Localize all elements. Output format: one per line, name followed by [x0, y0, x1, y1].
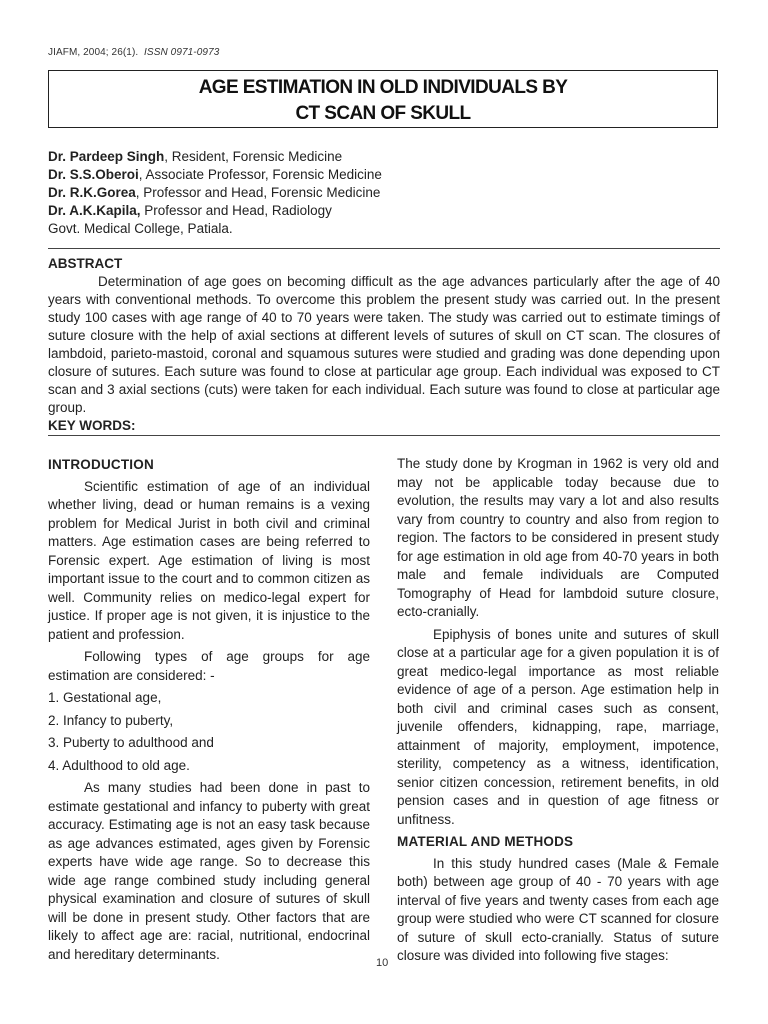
affiliation: Govt. Medical College, Patiala. [48, 221, 233, 236]
author-name: Dr. Pardeep Singh [48, 149, 165, 164]
author-name: Dr. S.S.Oberoi [48, 167, 139, 182]
author-role: , Professor and Head, Forensic Medicine [135, 185, 381, 200]
intro-paragraph-3: As many studies had been done in past to estimate gestational and infancy to puberty with great accuracy. Estimating age is not an easy task because as age advances estimated, ages given by Forensic experts have wide age range. So to decrease this wide age range combined study including general physical examination and closure of sutures of skull will be done in present study. Other factors that are likely to affect age are: racial, nutritional, endocrinal and hereditary determinants. [48, 780, 370, 962]
author-role: , Resident, Forensic Medicine [164, 149, 343, 164]
author-name: Dr. A.K.Kapila, [48, 203, 141, 218]
author-entry [48, 184, 382, 202]
author-name: Dr. R.K.Gorea [48, 185, 136, 200]
keywords-label: KEY WORDS: [48, 418, 136, 433]
author-entry [48, 148, 382, 166]
list-item: 4. Adulthood to old age. [48, 757, 190, 773]
author-role: Professor and Head, Radiology [140, 203, 332, 218]
title-box [48, 70, 718, 128]
right-column [397, 455, 719, 970]
list-item: 2. Infancy to puberty, [48, 712, 174, 728]
author-list [48, 148, 382, 238]
journal-reference: JIAFM, 2004; 26(1). [48, 47, 139, 58]
abstract-heading: ABSTRACT [48, 256, 123, 271]
author-role: , Associate Professor, Forensic Medicine [138, 167, 382, 182]
journal-citation [48, 47, 219, 58]
list-item: 3. Puberty to adulthood and [48, 735, 214, 750]
list-item: 1. Gestational age, [48, 690, 162, 705]
intro-paragraph-2: Following types of age groups for age estimation are considered: - [48, 649, 370, 683]
abstract-section [48, 255, 720, 435]
divider-bottom [48, 435, 720, 436]
methods-heading: MATERIAL AND METHODS [397, 834, 574, 849]
intro-paragraph-1: Scientific estimation of age of an individual whether living, dead or human remains is a vexing problem for Medical Jurist in both civil and criminal matters. Age estimation cases are being referred to Forensic expert. Age estimation of living is most important issue to the court and to common citizen as well. Community relies on medico-legal expert for justice. If proper age is not given, it is injustice to the patient and profession. [48, 478, 370, 642]
title-line-2: CT SCAN OF SKULL [295, 103, 471, 124]
title-line-1: AGE ESTIMATION IN OLD INDIVIDUALS BY [198, 77, 568, 98]
right-paragraph-2: Epiphysis of bones unite and sutures of skull close at a particular age for a given population it is of great medico-legal importance as most reliable evidence of age of a person. Age estimation help in both civil and criminal cases such as consent, juvenile offenders, kidnapping, rape, marriage, attainment of majority, employment, impotence, sterility, competency as a witness, identification, senior citizen concession, retirement benefits, in old pension cases and in question of age fitness or unfitness. [397, 626, 719, 827]
author-entry [48, 202, 382, 220]
right-paragraph-1: The study done by Krogman in 1962 is very old and may not be applicable today because due to evolution, the results may vary a lot and also results vary from country to country and also from region to region. The factors to be considered in present study for age estimation in old age from 40-70 years in both male and female individuals are Computed Tomography of Head for lambdoid suture closure, ecto-cranially. [397, 456, 719, 619]
author-entry [48, 166, 382, 184]
journal-issn: ISSN 0971-0973 [144, 47, 220, 58]
page-number: 10 [376, 957, 389, 969]
abstract-text: Determination of age goes on becoming difficult as the age advances particularly after the age of 40 years with conventional methods. To overcome this problem the present study was carried out. In the present study 100 cases with age range of 40 to 70 years were taken. The study was carried out to estimate timings of suture closure with the help of axial sections at different levels of sutures of skull on CT scan. The closures of lambdoid, parieto-mastoid, coronal and squamous sutures were studied and grading was done depending upon closure of sutures. Each suture was found to close at particular age group. Each individual was exposed to CT scan and 3 axial sections (cuts) were taken for each individual. Each suture was found to close at particular age group. [48, 274, 720, 415]
left-column [48, 456, 370, 968]
divider-top [48, 248, 720, 249]
methods-paragraph: In this study hundred cases (Male & Female both) between age group of 40 - 70 years with age interval of five years and twenty cases from each age group were studied who were CT scanned for closure of suture of skull ecto-cranially. Status of suture closure was divided into following five stages: [397, 855, 719, 963]
introduction-heading: INTRODUCTION [48, 457, 154, 472]
